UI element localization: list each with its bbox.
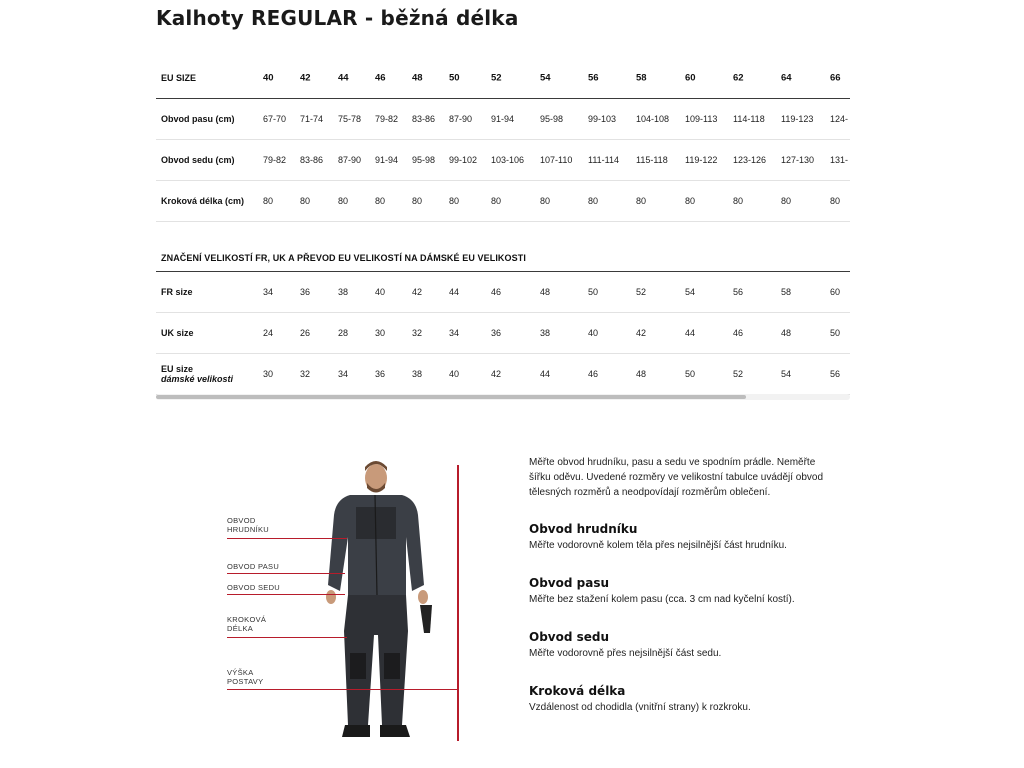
table-cell: 28 [338,328,349,338]
table-cell: 80 [449,196,460,206]
table-cell: 114-118 [733,114,765,124]
page-title: Kalhoty REGULAR - běžná délka [156,6,519,30]
label-chest-line2: HRUDNÍKU [227,525,269,534]
table-cell: 80 [491,196,502,206]
label-height [227,668,263,686]
table-cell: 50 [588,287,599,297]
table-cell: 80 [263,196,274,206]
inseam-line [227,637,347,638]
section-title-text: ZNAČENÍ VELIKOSTÍ FR, UK A PŘEVOD EU VELIKOSTÍ NA DÁMSKÉ EU VELIKOSTI [161,253,526,263]
table-cell: 56 [733,287,744,297]
table-cell: 83-86 [300,155,324,165]
size-header-cell: 46 [375,72,386,84]
table-cell: 58 [781,287,792,297]
size-header-cell: 48 [412,72,423,84]
measure-text: Měřte vodorovně přes nejsilnější část sedu. [529,648,722,659]
table-cell: 75-78 [338,114,362,124]
label-hip-line1: OBVOD SEDU [227,583,281,592]
waist-line [227,573,345,574]
label-chest [227,516,269,534]
measure-text: Měřte vodorovně kolem těla přes nejsilnější část hrudníku. [529,540,787,551]
table-cell: 36 [300,287,311,297]
label-hip [227,583,280,592]
table-cell: 38 [338,287,349,297]
table-cell: 40 [588,328,599,338]
section-title [156,243,850,272]
table-cell: 95-98 [412,155,436,165]
intro-text-block [529,455,839,500]
table-cell: 80 [685,196,696,206]
table-cell: 111-114 [588,155,620,165]
table-cell: 48 [636,369,647,379]
height-line [227,689,459,690]
row-label-sub: dámské velikosti [161,374,234,384]
size-header-cell: 56 [588,72,599,84]
table-cell: 115-118 [636,155,668,165]
table-cell: 44 [449,287,460,297]
size-header-cell: 42 [300,72,311,84]
label-inseam-line2: DÉLKA [227,624,254,633]
label-chest-line1: OBVOD [227,516,256,525]
label-inseam-line1: KROKOVÁ [227,615,267,624]
table-cell: 103-106 [491,155,525,165]
row-label [161,364,233,384]
table-row-fr [156,272,850,313]
measure-title: Obvod hrudníku [529,522,638,536]
measurement-figure [220,455,480,747]
size-header-cell: 54 [540,72,551,84]
table-row-hip [156,140,850,181]
table-cell: 54 [685,287,696,297]
table-cell: 48 [781,328,792,338]
size-header-cell: 58 [636,72,647,84]
table-cell: 26 [300,328,311,338]
table-cell: 24 [263,328,274,338]
table-cell: 38 [540,328,551,338]
table-cell: 34 [449,328,460,338]
table-cell: 71-74 [300,114,324,124]
table-cell: 80 [540,196,551,206]
table-cell: 40 [375,287,386,297]
table-cell: 127-130 [781,155,815,165]
table-row-uk [156,313,850,354]
table-cell: 34 [338,369,349,379]
measure-hip [529,630,839,659]
table-horizontal-scrollbar[interactable] [156,394,850,400]
table-cell: 80 [300,196,311,206]
table-cell: 38 [412,369,423,379]
size-header-cell: 44 [338,72,349,84]
table-cell: 32 [300,369,311,379]
measure-title: Kroková délka [529,684,626,698]
table-cell: 46 [733,328,744,338]
measure-title: Obvod pasu [529,576,609,590]
table-cell: 42 [491,369,502,379]
table-cell: 80 [781,196,792,206]
label-inseam [227,615,266,633]
table-cell: 50 [830,328,841,338]
size-header-cell: 66 [830,72,841,84]
table-cell: 80 [412,196,423,206]
label-height-line1: VÝŠKA [227,668,254,677]
table-cell: 123-126 [733,155,767,165]
table-cell: 124- [830,114,849,124]
table-cell: 67-70 [263,114,287,124]
table-cell: 80 [636,196,647,206]
table-cell: 36 [375,369,386,379]
measure-text: Vzdálenost od chodidla (vnitřní strany) k rozkroku. [529,702,751,713]
row-label: Kroková délka (cm) [161,196,245,206]
table-cell: 91-94 [375,155,399,165]
hip-line [227,594,345,595]
size-header-cell: 50 [449,72,460,84]
table-cell: 50 [685,369,696,379]
table-cell: 42 [636,328,647,338]
table-cell: 56 [830,369,841,379]
table-cell: 79-82 [375,114,399,124]
row-label: Obvod pasu (cm) [161,114,235,124]
table-row-waist [156,99,850,140]
table-cell: 60 [830,287,841,297]
measure-title: Obvod sedu [529,630,610,644]
table-cell: 87-90 [449,114,473,124]
label-waist-line1: OBVOD PASU [227,562,280,571]
table-cell: 91-94 [491,114,515,124]
table-cell: 48 [540,287,551,297]
table-cell: 80 [733,196,744,206]
row-label: FR size [161,287,193,297]
size-header-cell: 60 [685,72,696,84]
table-cell: 119-123 [781,114,814,124]
row-label-main: EU size [161,364,194,374]
table-cell: 87-90 [338,155,362,165]
table-cell: 54 [781,369,792,379]
table-cell: 83-86 [412,114,436,124]
table-cell: 80 [830,196,841,206]
table-cell: 32 [412,328,423,338]
table-cell: 40 [449,369,460,379]
table-cell: 79-82 [263,155,287,165]
table-cell: 80 [588,196,599,206]
table-header-row [156,58,850,99]
row-label: UK size [161,328,194,338]
table-cell: 80 [338,196,349,206]
label-waist [227,562,279,571]
table-cell: 104-108 [636,114,670,124]
table-cell: 44 [540,369,551,379]
table-cell: 36 [491,328,502,338]
table-row-inseam [156,181,850,222]
table-cell: 44 [685,328,696,338]
height-measure-line [457,465,459,741]
size-header-cell: 62 [733,72,744,84]
measure-chest [529,522,839,551]
size-header-cell: 40 [263,72,274,84]
table-row-eu-women [156,354,850,395]
table-cell: 30 [263,369,274,379]
table-cell: 34 [263,287,274,297]
row-label: Obvod sedu (cm) [161,155,235,165]
table-cell: 46 [491,287,502,297]
size-conversion-table [156,243,850,395]
worker-figure-image [220,455,480,747]
table-cell: 80 [375,196,386,206]
size-header-cell: 64 [781,72,792,84]
table-cell: 52 [733,369,744,379]
table-cell: 52 [636,287,647,297]
table-cell: 95-98 [540,114,564,124]
measure-inseam [529,684,839,713]
measure-text: Měřte bez stažení kolem pasu (cca. 3 cm nad kyčelní kostí). [529,594,795,605]
intro-text: Měřte obvod hrudníku, pasu a sedu ve spodním prádle. Neměřte šířku oděvu. Uvedené rozměry ve velikostní tabulce uvádějí obvod tělesných rozměrů a neodpovídají rozměrům oblečení. [529,457,824,498]
size-table-eu [156,58,850,222]
table-cell: 30 [375,328,386,338]
table-cell: 107-110 [540,155,573,165]
size-header-cell: 52 [491,72,502,84]
table-cell: 109-113 [685,114,718,124]
chest-line [227,538,347,539]
table-cell: 119-122 [685,155,718,165]
table-cell: 42 [412,287,423,297]
label-height-line2: POSTAVY [227,677,264,686]
header-label: EU SIZE [161,73,197,83]
table-cell: 131- [830,155,849,165]
table-cell: 46 [588,369,599,379]
table-cell: 99-103 [588,114,617,124]
scrollbar-thumb[interactable] [156,395,746,399]
measure-waist [529,576,839,605]
table-cell: 99-102 [449,155,478,165]
